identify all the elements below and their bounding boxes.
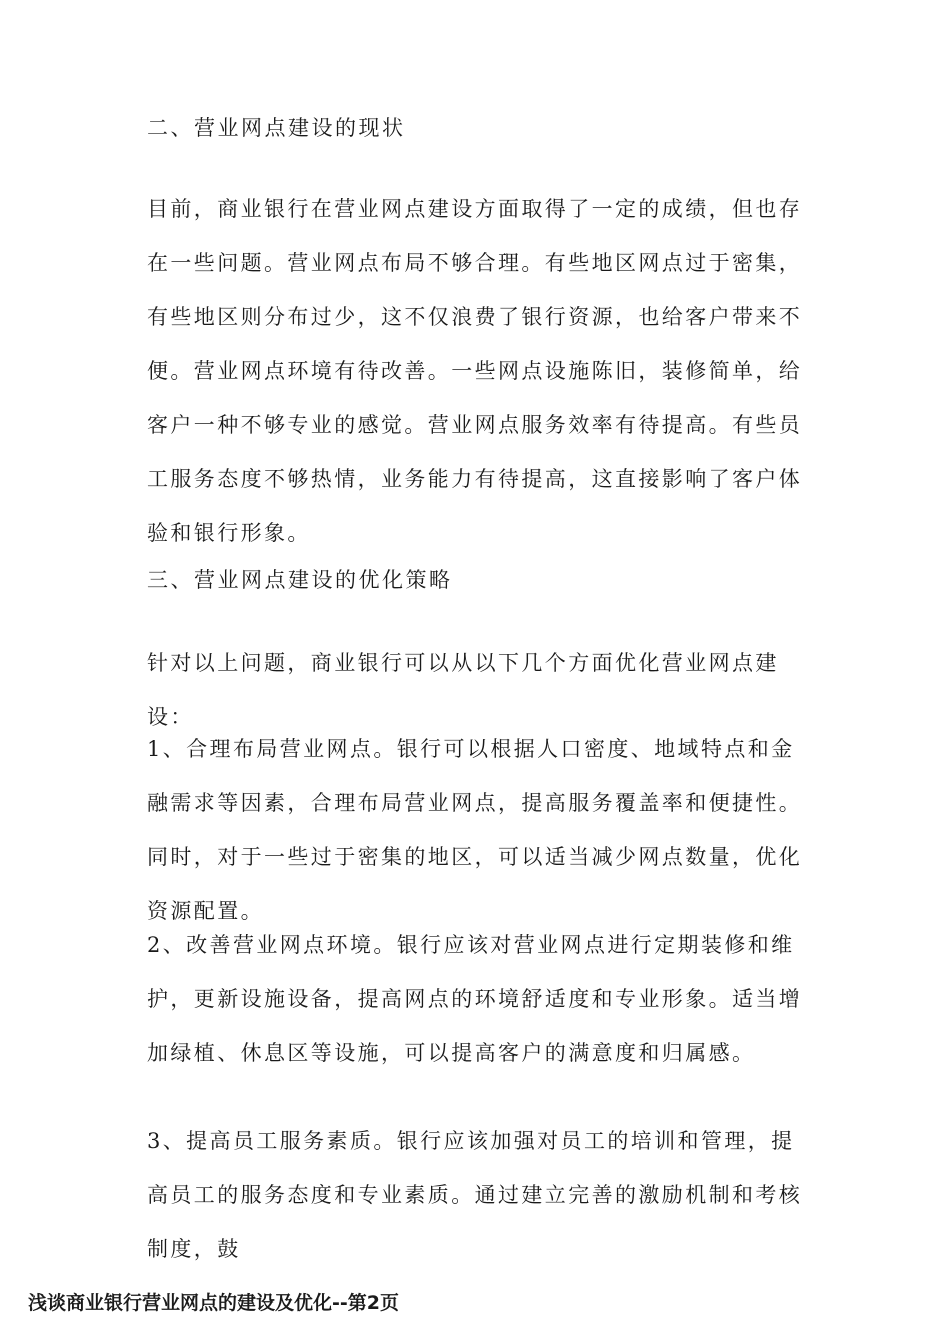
list-item-environment: 2、改善营业网点环境。银行应该对营业网点进行定期装修和维护，更新设施设备，提高网点的环境舒适度和专业形象。适当增加绿植、休息区等设施，可以提高客户的满意度和归属感。: [147, 933, 803, 1065]
list-item-layout: 1、合理布局营业网点。银行可以根据人口密度、地域特点和金融需求等因素，合理布局营业网点，提高服务覆盖率和便捷性。同时，对于一些过于密集的地区，可以适当减少网点数量，优化资源配置。: [147, 737, 803, 923]
section-paragraph-intro: 针对以上问题，商业银行可以从以下几个方面优化营业网点建设：: [147, 651, 779, 729]
list-item-staff: 3、提高员工服务素质。银行应该加强对员工的培训和管理，提高员工的服务态度和专业素质。通过建立完善的激励机制和考核制度，鼓: [147, 1129, 803, 1261]
section-paragraph-status: 目前，商业银行在营业网点建设方面取得了一定的成绩，但也存在一些问题。营业网点布局不够合理。有些地区网点过于密集，有些地区则分布过少，这不仅浪费了银行资源，也给客户带来不便。营业网点环境有待改善。一些网点设施陈旧，装修简单，给客户一种不够专业的感觉。营业网点服务效率有待提高。有些员工服务态度不够热情，业务能力有待提高，这直接影响了客户体验和银行形象。: [147, 197, 803, 545]
page-footer: 浅谈商业银行营业网点的建设及优化--第2页: [28, 1292, 399, 1314]
section-heading-status: 二、营业网点建设的现状: [147, 116, 406, 140]
section-heading-strategy: 三、营业网点建设的优化策略: [147, 568, 453, 592]
